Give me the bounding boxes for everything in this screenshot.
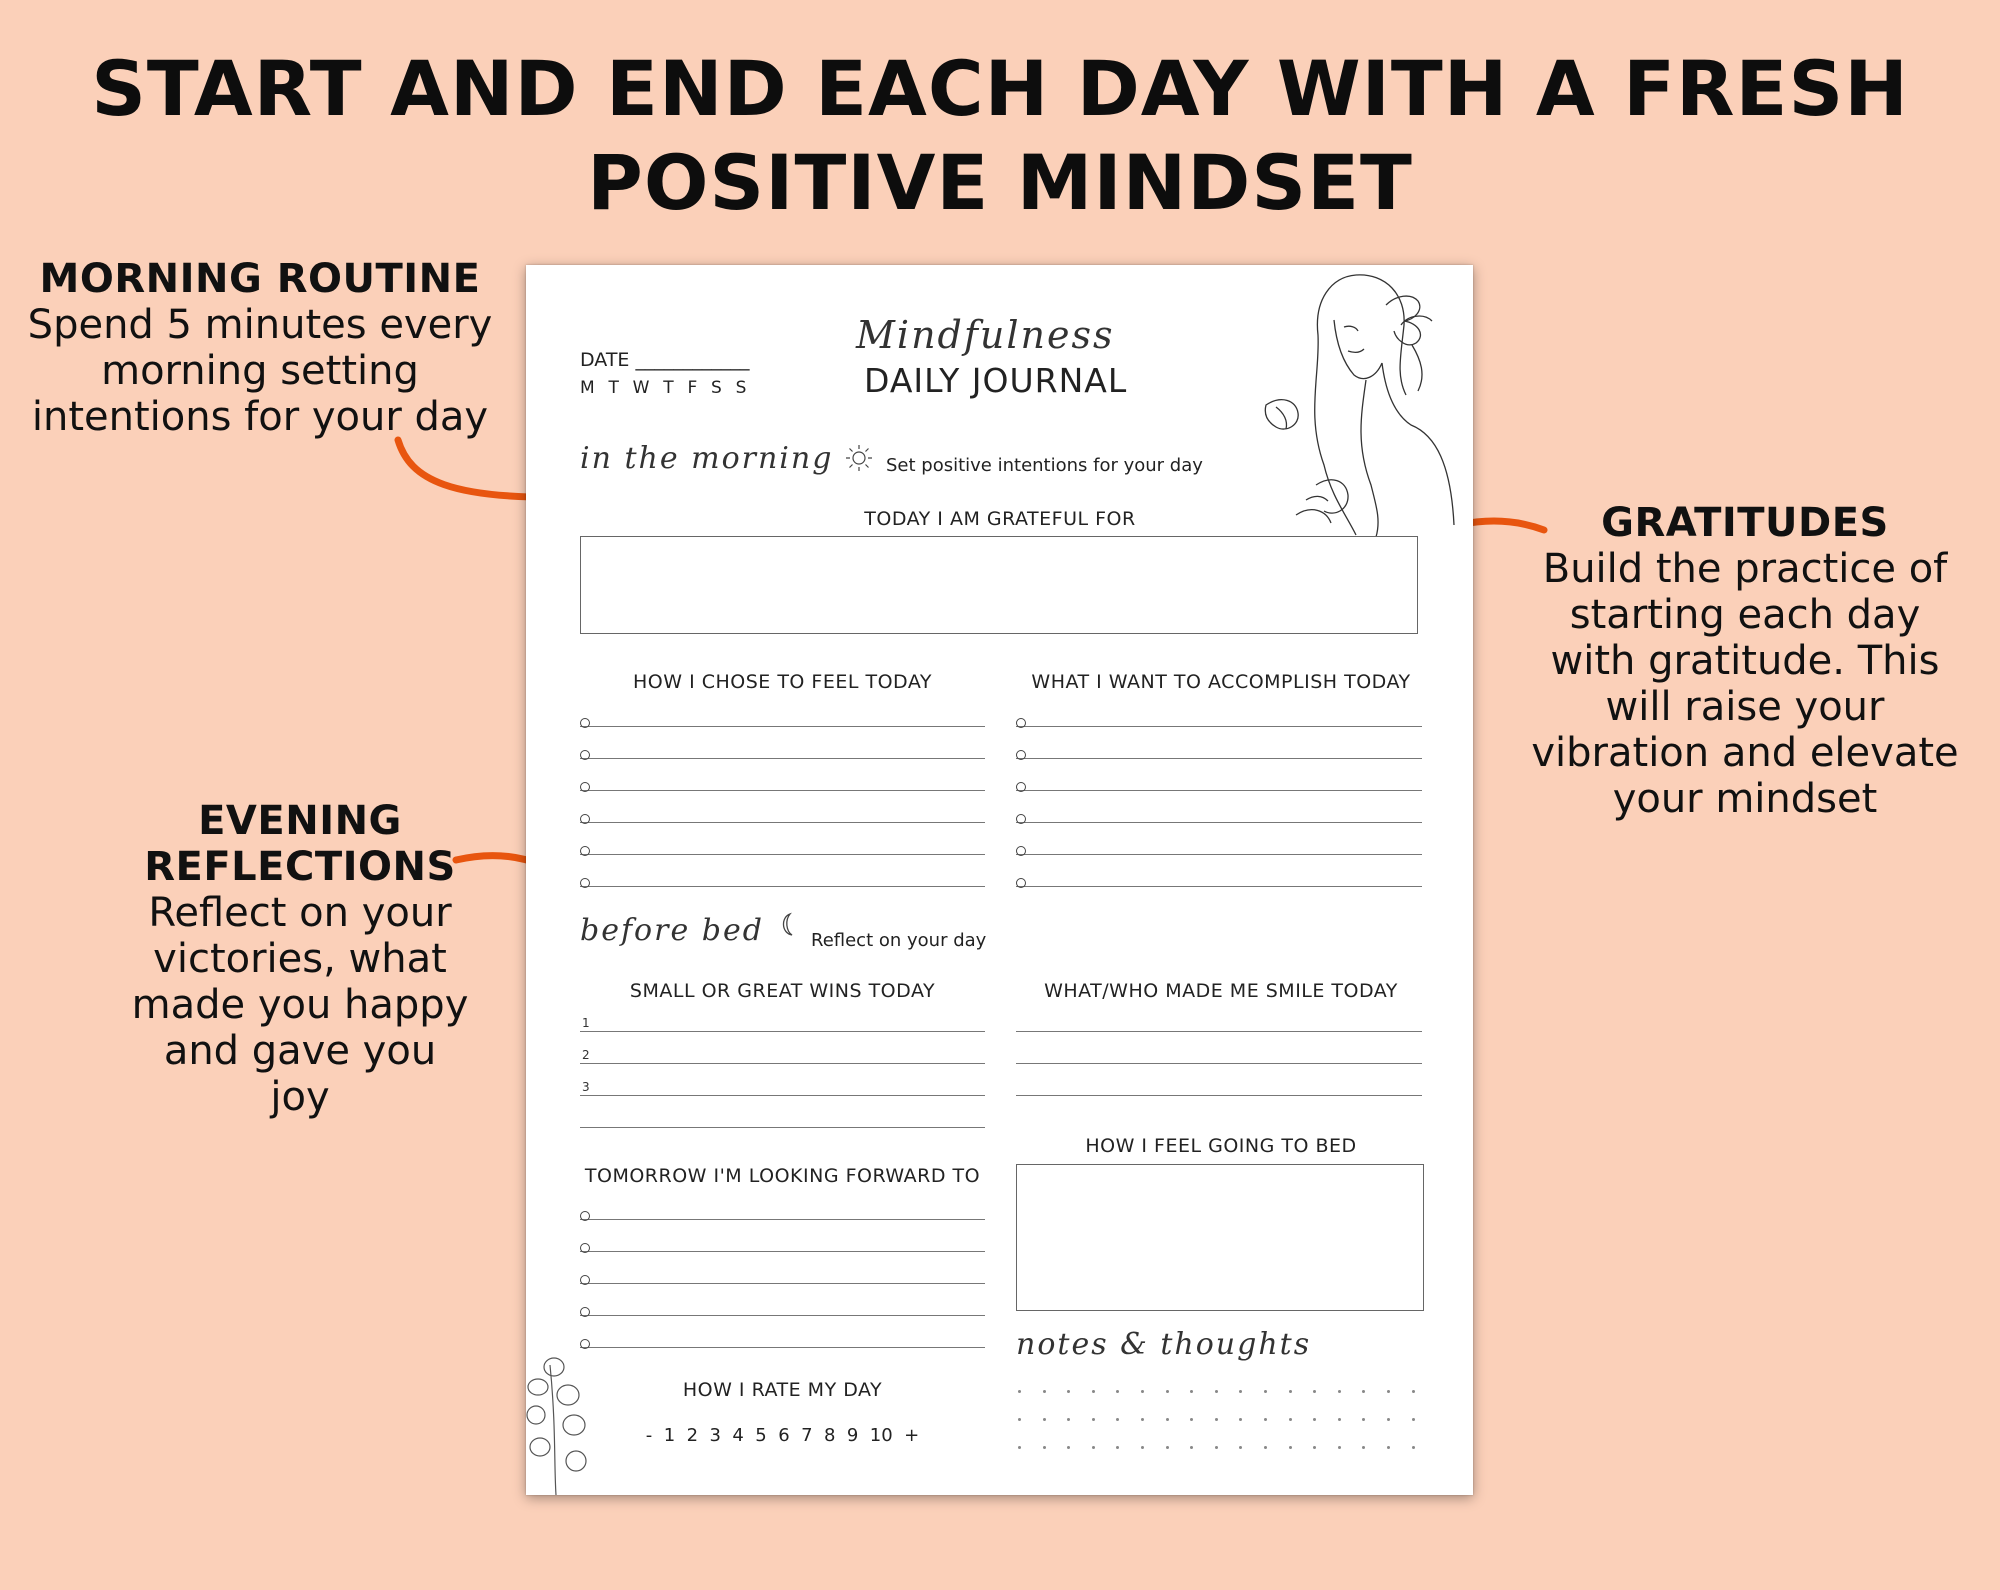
writing-line[interactable] (580, 789, 985, 791)
writing-line[interactable] (1016, 757, 1422, 759)
writing-line[interactable] (580, 1314, 985, 1316)
bullet-icon (1016, 878, 1026, 888)
writing-line[interactable] (580, 1282, 985, 1284)
grid-dot (1190, 1446, 1193, 1449)
writing-line[interactable] (580, 1218, 985, 1220)
bullet-icon (580, 1243, 590, 1253)
headline-line-1: START AND END EACH DAY WITH A FRESH (91, 44, 1909, 133)
bullet-icon (580, 750, 590, 760)
grid-dot (1387, 1418, 1390, 1421)
grid-dot (1362, 1390, 1365, 1393)
callout-title: GRATITUDES (1601, 500, 1889, 546)
callout-line: starting each day (1569, 592, 1921, 638)
journal-title: DAILY JOURNAL (864, 361, 1128, 400)
grid-dot (1092, 1390, 1095, 1393)
grid-dot (1387, 1446, 1390, 1449)
callout-line: vibration and elevate (1531, 730, 1959, 776)
bullet-icon (1016, 750, 1026, 760)
bullet-icon (1016, 718, 1026, 728)
bullet-icon (580, 718, 590, 728)
bed-feel-box[interactable] (1016, 1164, 1424, 1311)
woman-line-art-icon (1236, 265, 1466, 540)
writing-line[interactable] (580, 757, 985, 759)
grid-dot (1264, 1418, 1267, 1421)
grid-dot (1338, 1418, 1341, 1421)
grid-dot (1264, 1390, 1267, 1393)
writing-line[interactable] (580, 821, 985, 823)
grid-dot (1289, 1418, 1292, 1421)
grid-dot (1362, 1446, 1365, 1449)
bed-subtitle: Reflect on your day (811, 930, 987, 951)
rate-label: HOW I RATE MY DAY (682, 1379, 883, 1401)
grid-dot (1239, 1418, 1242, 1421)
writing-line[interactable] (1016, 885, 1422, 887)
bed-script: before bed (580, 913, 764, 948)
grid-dot (1362, 1418, 1365, 1421)
callout-line: will raise your (1605, 684, 1885, 730)
writing-line[interactable] (1016, 821, 1422, 823)
bullet-icon (1016, 814, 1026, 824)
wins-label: SMALL OR GREAT WINS TODAY (629, 980, 936, 1002)
callout-line: morning setting (101, 348, 419, 394)
grid-dot (1215, 1418, 1218, 1421)
bullet-icon (580, 1211, 590, 1221)
grid-dot (1313, 1446, 1316, 1449)
writing-line[interactable] (1016, 1030, 1422, 1032)
grid-dot (1043, 1418, 1046, 1421)
callout-title: EVENING (198, 798, 402, 844)
tomorrow-label: TOMORROW I'M LOOKING FORWARD TO (584, 1165, 981, 1187)
line-number: 3 (582, 1080, 590, 1094)
writing-line[interactable] (1016, 853, 1422, 855)
grid-dot (1412, 1446, 1415, 1449)
grid-dot (1412, 1418, 1415, 1421)
grateful-label: TODAY I AM GRATEFUL FOR (864, 508, 1136, 530)
journal-page (526, 265, 1473, 1495)
grid-dot (1166, 1390, 1169, 1393)
morning-script: in the morning (580, 441, 834, 476)
writing-line[interactable] (580, 1126, 985, 1128)
accomplish-label: WHAT I WANT TO ACCOMPLISH TODAY (1031, 671, 1411, 693)
weekdays: M T W T F S S (580, 378, 748, 398)
callout-line: made you happy (131, 982, 469, 1028)
bullet-icon (580, 1275, 590, 1285)
sun-icon (844, 443, 874, 473)
bullet-icon (580, 1307, 590, 1317)
date-label: DATE ____________ (580, 349, 750, 371)
grid-dot (1264, 1446, 1267, 1449)
writing-line[interactable] (580, 725, 985, 727)
smile-label: WHAT/WHO MADE ME SMILE TODAY (1044, 980, 1398, 1002)
bullet-icon (580, 814, 590, 824)
writing-line[interactable] (1016, 1094, 1422, 1096)
callout-line: Build the practice of (1542, 546, 1948, 592)
feel-label: HOW I CHOSE TO FEEL TODAY (633, 671, 932, 693)
grid-dot (1412, 1390, 1415, 1393)
callout-line: victories, what (153, 936, 447, 982)
grid-dot (1313, 1418, 1316, 1421)
eucalyptus-branch-icon (526, 1355, 596, 1495)
grid-dot (1092, 1418, 1095, 1421)
callout-line: joy (270, 1074, 330, 1120)
grid-dot (1141, 1446, 1144, 1449)
grid-dot (1166, 1418, 1169, 1421)
bullet-icon (580, 846, 590, 856)
callout-line: and gave you (163, 1028, 437, 1074)
grid-dot (1018, 1446, 1021, 1449)
bullet-icon (580, 1339, 590, 1349)
writing-line[interactable] (580, 1062, 985, 1064)
writing-line[interactable] (580, 1250, 985, 1252)
grid-dot (1067, 1446, 1070, 1449)
grid-dot (1116, 1446, 1119, 1449)
grid-dot (1289, 1390, 1292, 1393)
grid-dot (1338, 1390, 1341, 1393)
grid-dot (1116, 1418, 1119, 1421)
writing-line[interactable] (580, 1094, 985, 1096)
callout-line: Spend 5 minutes every (27, 302, 493, 348)
grid-dot (1166, 1446, 1169, 1449)
grid-dot (1116, 1390, 1119, 1393)
grateful-box[interactable] (580, 536, 1418, 634)
rate-scale[interactable]: - 1 2 3 4 5 6 7 8 9 10 + (645, 1425, 920, 1446)
line-number: 2 (582, 1048, 590, 1062)
grid-dot (1092, 1446, 1095, 1449)
grid-dot (1215, 1390, 1218, 1393)
writing-line[interactable] (1016, 789, 1422, 791)
grid-dot (1018, 1418, 1021, 1421)
line-number: 1 (582, 1016, 590, 1030)
writing-line[interactable] (580, 1030, 985, 1032)
grid-dot (1289, 1446, 1292, 1449)
callout-line: Reflect on your (148, 890, 452, 936)
grid-dot (1043, 1446, 1046, 1449)
bullet-icon (580, 878, 590, 888)
bed-feel-label: HOW I FEEL GOING TO BED (1085, 1135, 1357, 1157)
headline-line-2: POSITIVE MINDSET (587, 138, 1413, 227)
grid-dot (1190, 1390, 1193, 1393)
grid-dot (1067, 1418, 1070, 1421)
writing-line[interactable] (1016, 725, 1422, 727)
writing-line[interactable] (580, 853, 985, 855)
grid-dot (1067, 1390, 1070, 1393)
callout-title: MORNING ROUTINE (39, 256, 481, 302)
grid-dot (1215, 1446, 1218, 1449)
title-script: Mindfulness (856, 313, 1115, 357)
grid-dot (1338, 1446, 1341, 1449)
writing-line[interactable] (580, 1346, 985, 1348)
moon-icon (776, 911, 800, 939)
grid-dot (1141, 1418, 1144, 1421)
grid-dot (1141, 1390, 1144, 1393)
grid-dot (1018, 1390, 1021, 1393)
grid-dot (1387, 1390, 1390, 1393)
callout-line: with gratitude. This (1550, 638, 1940, 684)
grid-dot (1239, 1446, 1242, 1449)
grid-dot (1043, 1390, 1046, 1393)
writing-line[interactable] (580, 885, 985, 887)
callout-line: intentions for your day (31, 394, 489, 440)
callout-title: REFLECTIONS (144, 844, 456, 890)
bullet-icon (580, 782, 590, 792)
grid-dot (1313, 1390, 1316, 1393)
bullet-icon (1016, 782, 1026, 792)
notes-script: notes & thoughts (1016, 1327, 1312, 1362)
morning-subtitle: Set positive intentions for your day (886, 455, 1203, 476)
bullet-icon (1016, 846, 1026, 856)
writing-line[interactable] (1016, 1062, 1422, 1064)
grid-dot (1190, 1418, 1193, 1421)
callout-line: your mindset (1612, 776, 1878, 822)
grid-dot (1239, 1390, 1242, 1393)
